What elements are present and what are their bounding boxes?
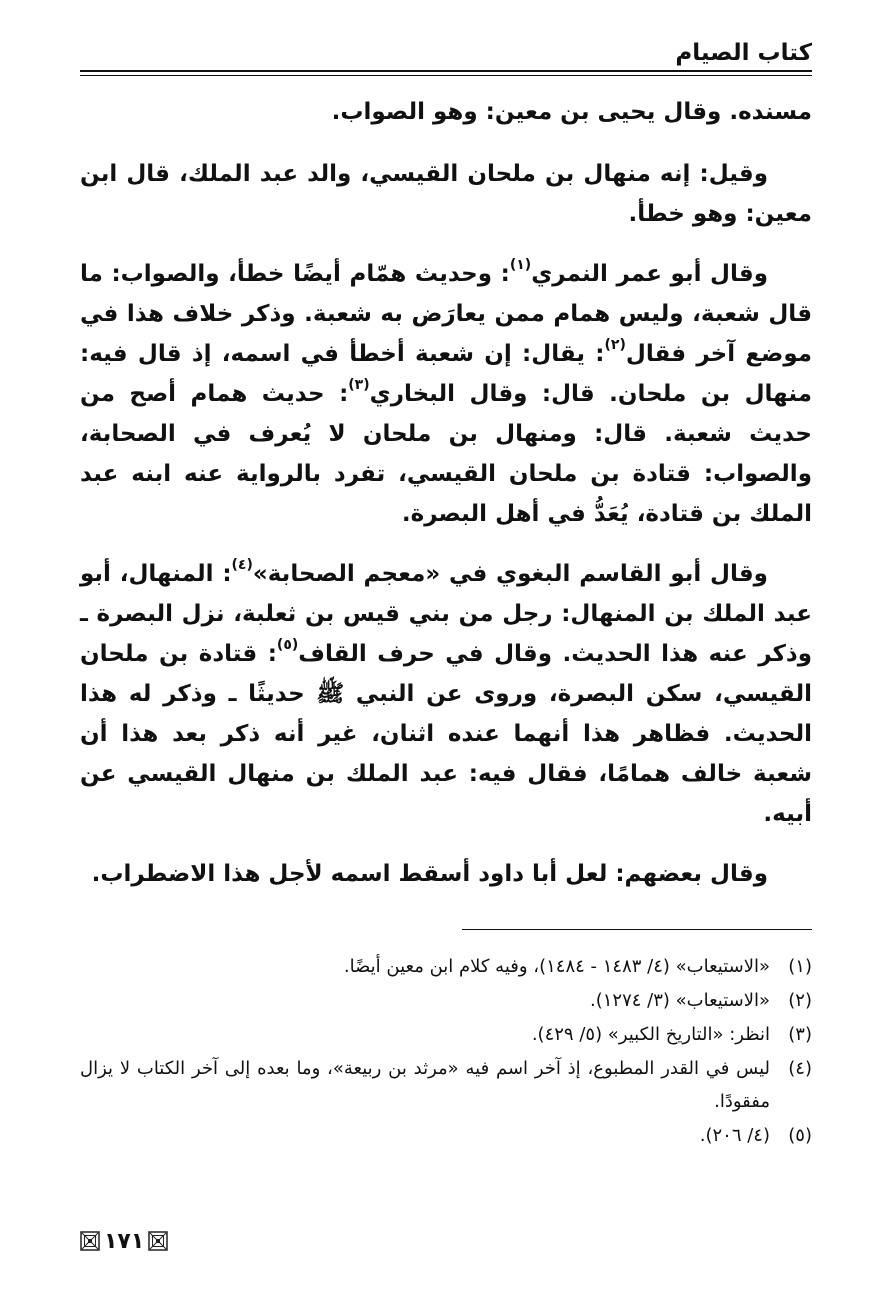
paragraph-3-part-c: : يقال: إن شعبة أخطأ في اسمه، إذ قال فيه: منهال بن ملحان. قال: وقال البخاري xyxy=(80,341,812,407)
footnote-4 xyxy=(80,1052,812,1118)
footnote-text: انظر: «التاريخ الكبير» (٥/ ٤٢٩). xyxy=(531,1024,770,1045)
footnote-text: (٤/ ٢٠٦). xyxy=(699,1125,770,1146)
footnote-number: (٣) xyxy=(788,1024,812,1045)
paragraph-4-part-c: : قتادة بن ملحان القيسي، سكن البصرة، وروى عن النبي ﷺ حديثًا ـ وذكر له هذا الحديث. فظاهر هذا أنهما عنده اثنان، غير أنه ذكر بعد هذا أن شعبة خالف همامًا، فقال فيه: عبد الملك بن منهال القيسي عن أبيه. xyxy=(80,641,812,827)
footnote-ref-4[interactable]: (٤) xyxy=(231,557,253,573)
main-text xyxy=(80,92,812,914)
page-footer xyxy=(80,1226,168,1256)
paragraph-3-part-b: : وحديث همّام أيضًا خطأ، والصواب: ما قال شعبة، وليس همام ممن يعارَض به شعبة. وذكر خلاف هذا في موضع آخر فقال xyxy=(80,261,812,367)
paragraph-2: وقيل: إنه منهال بن ملحان القيسي، والد عبد الملك، قال ابن معين: وهو خطأ. xyxy=(80,161,812,227)
footnote-text: ليس في القدر المطبوع، إذ آخر اسم فيه «مرثد بن ربيعة»، وما بعده إلى آخر الكتاب لا يزال مفقودًا. xyxy=(80,1058,770,1112)
paragraph-4 xyxy=(80,554,812,834)
footnote-3 xyxy=(80,1018,812,1051)
page-number: ١٧١ xyxy=(104,1228,145,1254)
footnote-number: (٤) xyxy=(788,1058,812,1079)
footnotes xyxy=(80,950,812,1153)
footnote-divider xyxy=(462,929,812,930)
paragraph-3 xyxy=(80,254,812,534)
footnote-text: «الاستيعاب» (٤/ ١٤٨٣ - ١٤٨٤)، وفيه كلام ابن معين أيضًا. xyxy=(343,956,770,977)
footnote-5 xyxy=(80,1119,812,1152)
footnote-number: (١) xyxy=(788,956,812,977)
paragraph-5: وقال بعضهم: لعل أبا داود أسقط اسمه لأجل هذا الاضطراب. xyxy=(91,861,768,887)
paragraph-3-part-a: وقال أبو عمر النمري xyxy=(531,261,768,287)
footnote-2 xyxy=(80,984,812,1017)
paragraph-4-part-b: : المنهال، أبو عبد الملك بن المنهال: رجل من بني قيس بن ثعلبة، نزل البصرة ـ وذكر عنه هذا الحديث. وقال في حرف القاف xyxy=(80,561,812,667)
footnote-ref-5[interactable]: (٥) xyxy=(276,637,299,653)
footnote-ref-1[interactable]: (١) xyxy=(509,257,532,273)
footnote-ref-2[interactable]: (٢) xyxy=(604,337,626,353)
paragraph-1: مسنده. وقال يحيى بن معين: وهو الصواب. xyxy=(331,99,812,125)
paragraph-4-part-a: وقال أبو القاسم البغوي في «معجم الصحابة» xyxy=(252,561,768,587)
footnote-number: (٢) xyxy=(788,990,812,1011)
footnote-ref-3[interactable]: (٣) xyxy=(348,377,370,393)
running-title: كتاب الصيام xyxy=(675,40,812,66)
footnote-1 xyxy=(80,950,812,983)
header-rule xyxy=(80,70,812,72)
square-ornament-icon xyxy=(80,1231,100,1251)
square-ornament-icon xyxy=(148,1231,168,1251)
footnote-text: «الاستيعاب» (٣/ ١٢٧٤). xyxy=(590,990,770,1011)
header-rule-thin xyxy=(80,75,812,76)
footnote-number: (٥) xyxy=(788,1125,812,1146)
running-header xyxy=(80,34,812,74)
paragraph-3-part-d: : حديث همام أصح من حديث شعبة. قال: ومنهال بن ملحان لا يُعرف في الصحابة، والصواب: قتادة بن ملحان القيسي، تفرد بالرواية عنه ابنه عبد الملك بن قتادة، يُعَدُّ في أهل البصرة. xyxy=(80,381,812,527)
